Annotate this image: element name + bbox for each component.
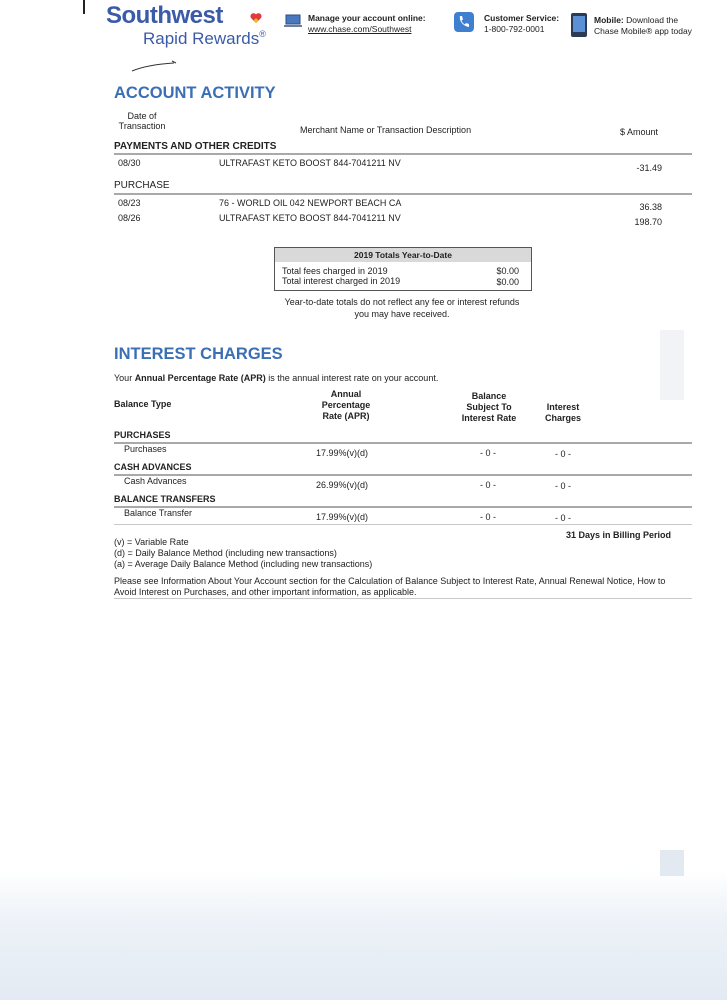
scan-artifact [660, 330, 684, 400]
customer-service-info: Customer Service: 1-800-792-0001 [484, 13, 560, 34]
billing-period: 31 Days in Billing Period [566, 530, 672, 540]
brand-logo-text: Southwest [106, 2, 223, 29]
balance-subject-value: - 0 - [479, 448, 496, 458]
purchase-amount: 198.70 [634, 217, 662, 227]
purchase-amount: 36.38 [639, 202, 662, 212]
purchase-description: ULTRAFAST KETO BOOST 844-7041211 NV [219, 213, 401, 223]
col-header-balance-type: Balance Type [114, 399, 172, 409]
interest-charge-value: - 0 - [554, 481, 571, 491]
scan-shading [0, 870, 727, 1000]
payment-date: 08/30 [118, 158, 141, 168]
table-bottom-rule [114, 524, 692, 525]
ytd-interest-label: Total interest charged in 2019 [282, 276, 401, 286]
account-activity-title: ACCOUNT ACTIVITY [114, 84, 276, 102]
purchase-date: 08/26 [118, 213, 141, 223]
balance-type-item: Cash Advances [124, 476, 187, 486]
col-header-interest-charges: Interest Charges [544, 402, 581, 423]
apr-intro: Your Annual Percentage Rate (APR) is the annual interest rate on your account. [114, 373, 439, 383]
section-divider [114, 193, 692, 195]
rate-legend: (v) = Variable Rate (d) = Daily Balance Method (including new transactions) (a) = Average Daily Balance Method (including new transactions) [114, 537, 373, 569]
balance-type-item: Balance Transfer [124, 508, 193, 518]
balance-type-item: Purchases [124, 444, 167, 454]
apr-value: 17.99%(v)(d) [316, 448, 369, 458]
payment-description: ULTRAFAST KETO BOOST 844-7041211 NV [219, 158, 401, 168]
balance-transfers-group-heading: BALANCE TRANSFERS [114, 494, 216, 504]
ytd-totals-box [274, 247, 532, 291]
page-edge-mark [83, 0, 85, 14]
balance-subject-value: - 0 - [479, 512, 496, 522]
scan-artifact [660, 850, 684, 876]
footnote-rule [114, 598, 692, 599]
col-header-apr: Annual Percentage Rate (APR) [321, 389, 371, 421]
purchase-heading: PURCHASE [114, 180, 170, 191]
section-divider [114, 153, 692, 155]
apr-value: 26.99%(v)(d) [316, 480, 369, 490]
heart-logo-icon [250, 12, 262, 24]
laptop-icon [284, 13, 302, 29]
payments-heading: PAYMENTS AND OTHER CREDITS [114, 141, 277, 152]
purchase-date: 08/23 [118, 198, 141, 208]
ytd-fees-value: $0.00 [496, 266, 519, 276]
interest-charge-value: - 0 - [554, 449, 571, 459]
section-divider [114, 474, 692, 476]
customer-service-phone[interactable]: 1-800-792-0001 [484, 24, 545, 34]
online-account-info: Manage your account online: www.chase.com/Southwest [308, 13, 426, 34]
apr-value: 17.99%(v)(d) [316, 512, 369, 522]
mobile-phone-icon [570, 12, 588, 38]
mobile-app-info: Mobile: Download the Chase Mobile® app today [594, 15, 692, 36]
ytd-fees-label: Total fees charged in 2019 [282, 266, 388, 276]
interest-charges-title: INTEREST CHARGES [114, 345, 283, 363]
interest-charge-value: - 0 - [554, 513, 571, 523]
col-header-description: Merchant Name or Transaction Description [300, 125, 472, 135]
interest-footnote: Please see Information About Your Account section for the Calculation of Balance Subject to Interest Rate, Annual Renewal Notice, How to Avoid Interest on Purchases, and other important information, as applicable. [114, 576, 666, 597]
phone-icon [454, 12, 474, 32]
section-divider [114, 506, 692, 508]
ytd-note: Year-to-date totals do not reflect any fee or interest refunds you may have received. [284, 297, 520, 319]
payment-amount: -31.49 [636, 163, 662, 173]
purchases-group-heading: PURCHASES [114, 430, 171, 440]
brand-logo-subtitle: Rapid Rewards® [143, 29, 266, 48]
col-header-balance-subject: Balance Subject To Interest Rate [461, 391, 517, 423]
cash-advances-group-heading: CASH ADVANCES [114, 462, 192, 472]
section-divider [114, 442, 692, 444]
purchase-description: 76 - WORLD OIL 042 NEWPORT BEACH CA [219, 198, 402, 208]
col-header-amount: $ Amount [620, 127, 659, 137]
col-header-date: Date of Transaction [118, 111, 166, 131]
account-url-link[interactable]: www.chase.com/Southwest [308, 24, 412, 34]
signature-mark [130, 58, 180, 74]
ytd-interest-value: $0.00 [496, 277, 519, 287]
ytd-title: 2019 Totals Year-to-Date [275, 248, 531, 262]
balance-subject-value: - 0 - [479, 480, 496, 490]
